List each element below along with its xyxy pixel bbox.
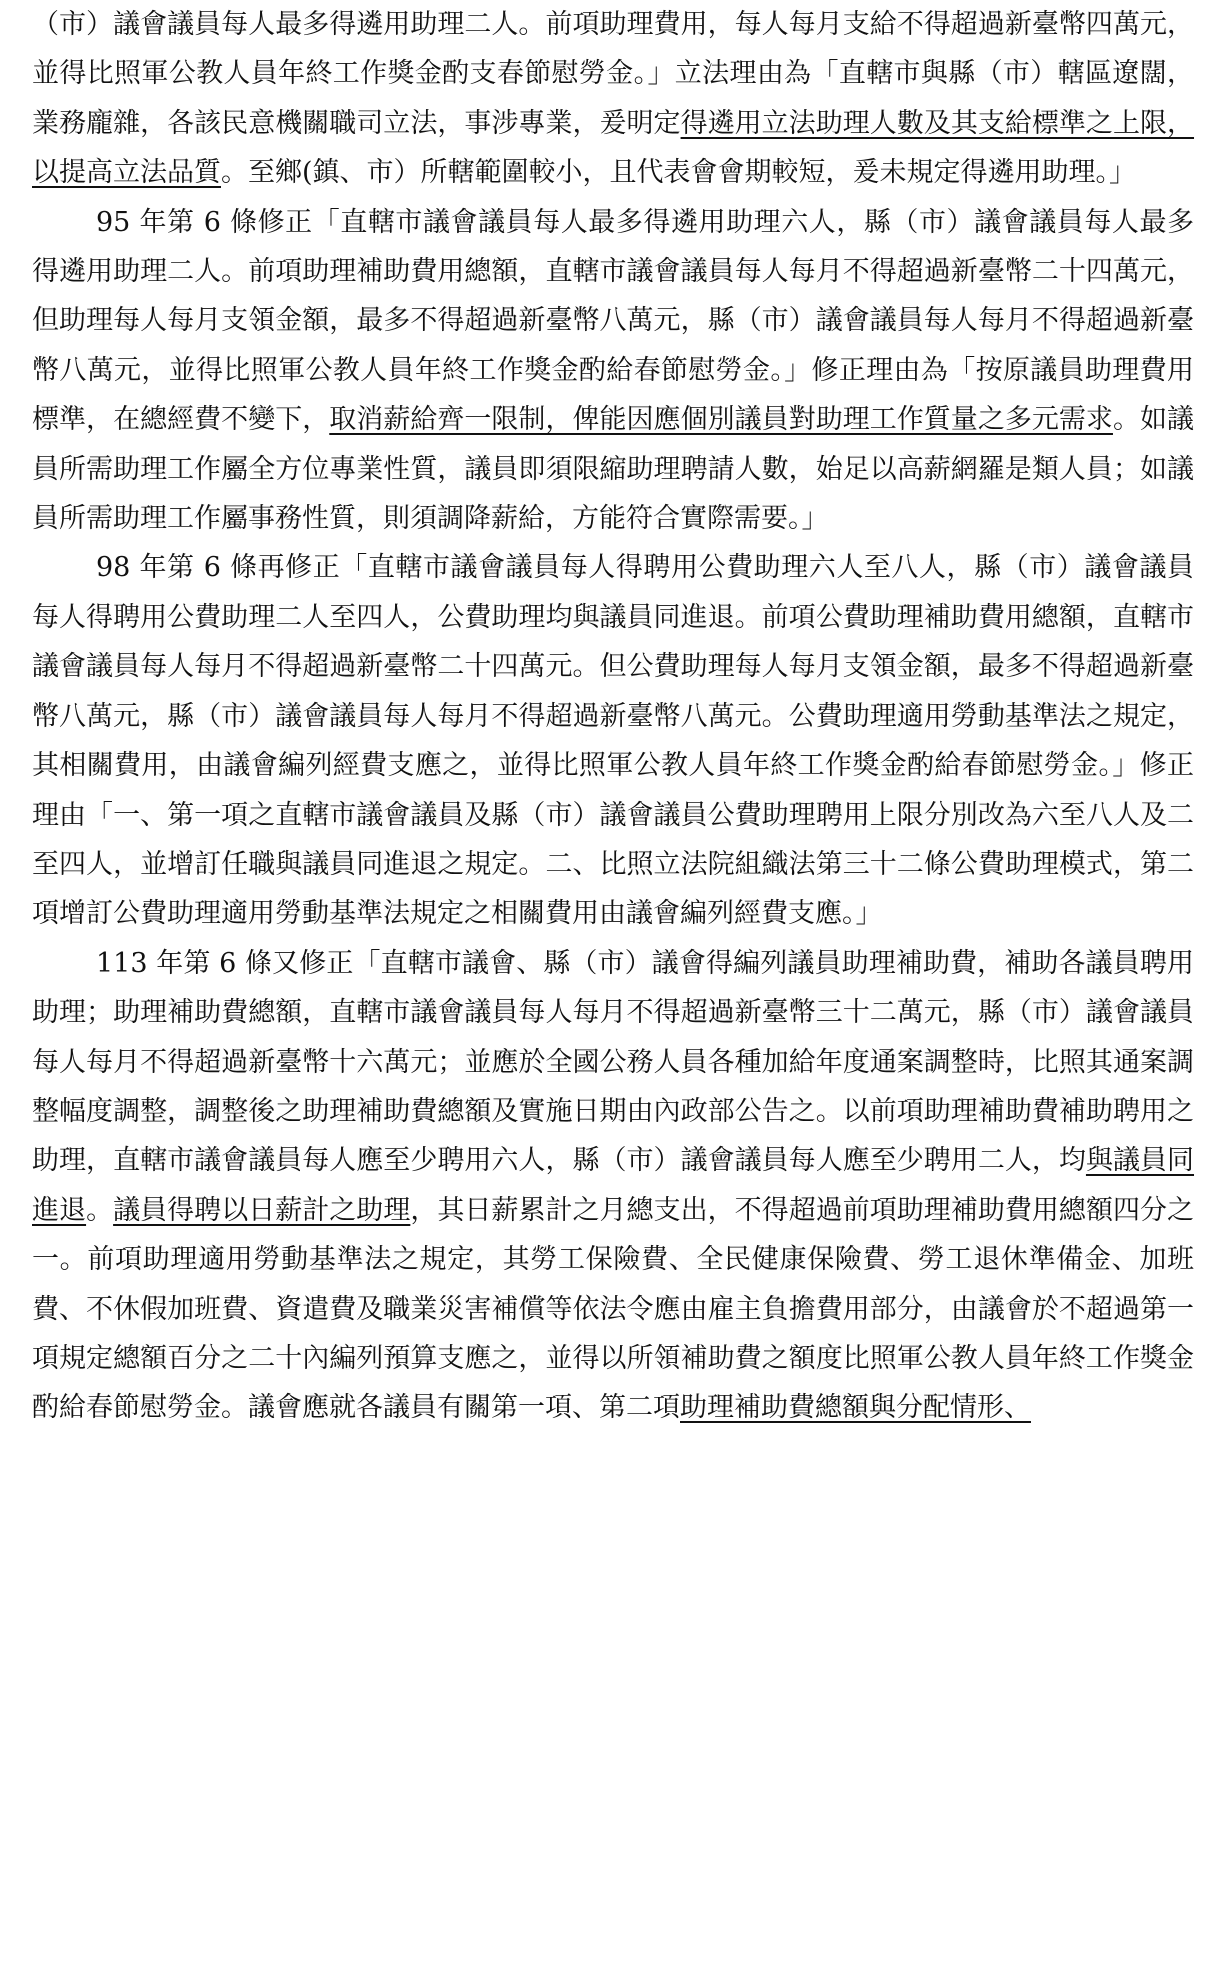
document-body	[32, 0, 1194, 1433]
paragraph-text: ，其日薪累計之月總支出，不得超過前項助理補助費用總額四分之一。前項助理適用勞動基準法之規定，其勞工保險費、全民健康保險費、勞工退休準備金、加班費、不休假加班費、資遣費及職業災害補償等依法令應由雇主負擔費用部分，由議會於不超過第一項規定總額百分之二十內編列預算支應之，並得以所領補助費之額度比照軍公教人員年終工作獎金酌給春節慰勞金。議會應就各議員有關第一項、第二項	[32, 1194, 1195, 1424]
underlined-text: 取消薪給齊一限制，俾能因應個別議員對助理工作質量之多元需求	[329, 404, 1113, 436]
underlined-text: 議員得聘以日薪計之助理	[113, 1194, 411, 1226]
paragraph-text: 98 年第 6 條再修正「直轄市議會議員每人得聘用公費助理六人至八人，縣（市）議會議員每人得聘用公費助理二人至四人，公費助理均與議員同進退。前項公費助理補助費用總額，直轄市議會議員每人每月不得超過新臺幣二十四萬元。但公費助理每人每月支領金額，最多不得超過新臺幣八萬元，縣（市）議會議員每人每月不得超過新臺幣八萬元。公費助理適用勞動基準法之規定，其相關費用，由議會編列經費支應之，並得比照軍公教人員年終工作獎金酌給春節慰勞金。」修正理由「一、第一項之直轄市議會議員及縣（市）議會議員公費助理聘用上限分別改為六至八人及二至四人，並增訂任職與議員同進退之規定。二、比照立法院組織法第三十二條公費助理模式，第二項增訂公費助理適用勞動基準法規定之相關費用由議會編列經費支應。」	[32, 552, 1194, 930]
paragraph-text: 95 年第 6 條修正「直轄市議會議員每人最多得遴用助理六人，縣（市）議會議員每人最多得遴用助理二人。前項助理補助費用總額，直轄市議會議員每人每月不得超過新臺幣二十四萬元，但助理每人每月支領金額，最多不得超過新臺幣八萬元，縣（市）議會議員每人每月不得超過新臺幣八萬元，並得比照軍公教人員年終工作獎金酌給春節慰勞金。」修正理由為「按原議員助理費用標準，在總經費不變下，	[32, 206, 1194, 436]
paragraph-4	[32, 939, 1194, 1433]
paragraph-text: 113 年第 6 條又修正「直轄市議會、縣（市）議會得編列議員助理補助費，補助各議員聘用助理；助理補助費總額，直轄市議會議員每人每月不得超過新臺幣三十二萬元，縣（市）議會議員每人每月不得超過新臺幣十六萬元；並應於全國公務人員各種加給年度通案調整時，比照其通案調整幅度調整，調整後之助理補助費總額及實施日期由內政部公告之。以前項助理補助費補助聘用之助理，直轄市議會議員每人應至少聘用六人，縣（市）議會議員每人應至少聘用二人，均	[32, 947, 1194, 1177]
paragraph-1	[32, 0, 1194, 198]
underlined-text: 助理補助費總額與分配情形、	[680, 1392, 1031, 1424]
paragraph-text: （市）議會議員每人最多得遴用助理二人。前項助理費用，每人每月支給不得超過新臺幣四萬元，並得比照軍公教人員年終工作獎金酌支春節慰勞金。」立法理由為「直轄市與縣（市）轄區遼闊，業務龐雜，各該民意機關職司立法，事涉專業，爰明定	[32, 9, 1194, 139]
paragraph-text: 。	[86, 1194, 114, 1226]
paragraph-text: 。如議員所需助理工作屬全方位專業性質，議員即須限縮助理聘請人數，始足以高薪網羅是類人員；如議員所需助理工作屬事務性質，則須調降薪給，方能符合實際需要。」	[32, 404, 1195, 535]
paragraph-3	[32, 543, 1194, 938]
paragraph-text: 。至鄉(鎮、市）所轄範圍較小，且代表會會期較短，爰未規定得遴用助理。」	[221, 157, 1137, 189]
underlined-text: 得遴用立法助理人數及其支給標準之上限，以提高立法品質	[32, 107, 1195, 189]
paragraph-2	[32, 198, 1194, 544]
underlined-text: 與議員同進退	[32, 1145, 1195, 1226]
